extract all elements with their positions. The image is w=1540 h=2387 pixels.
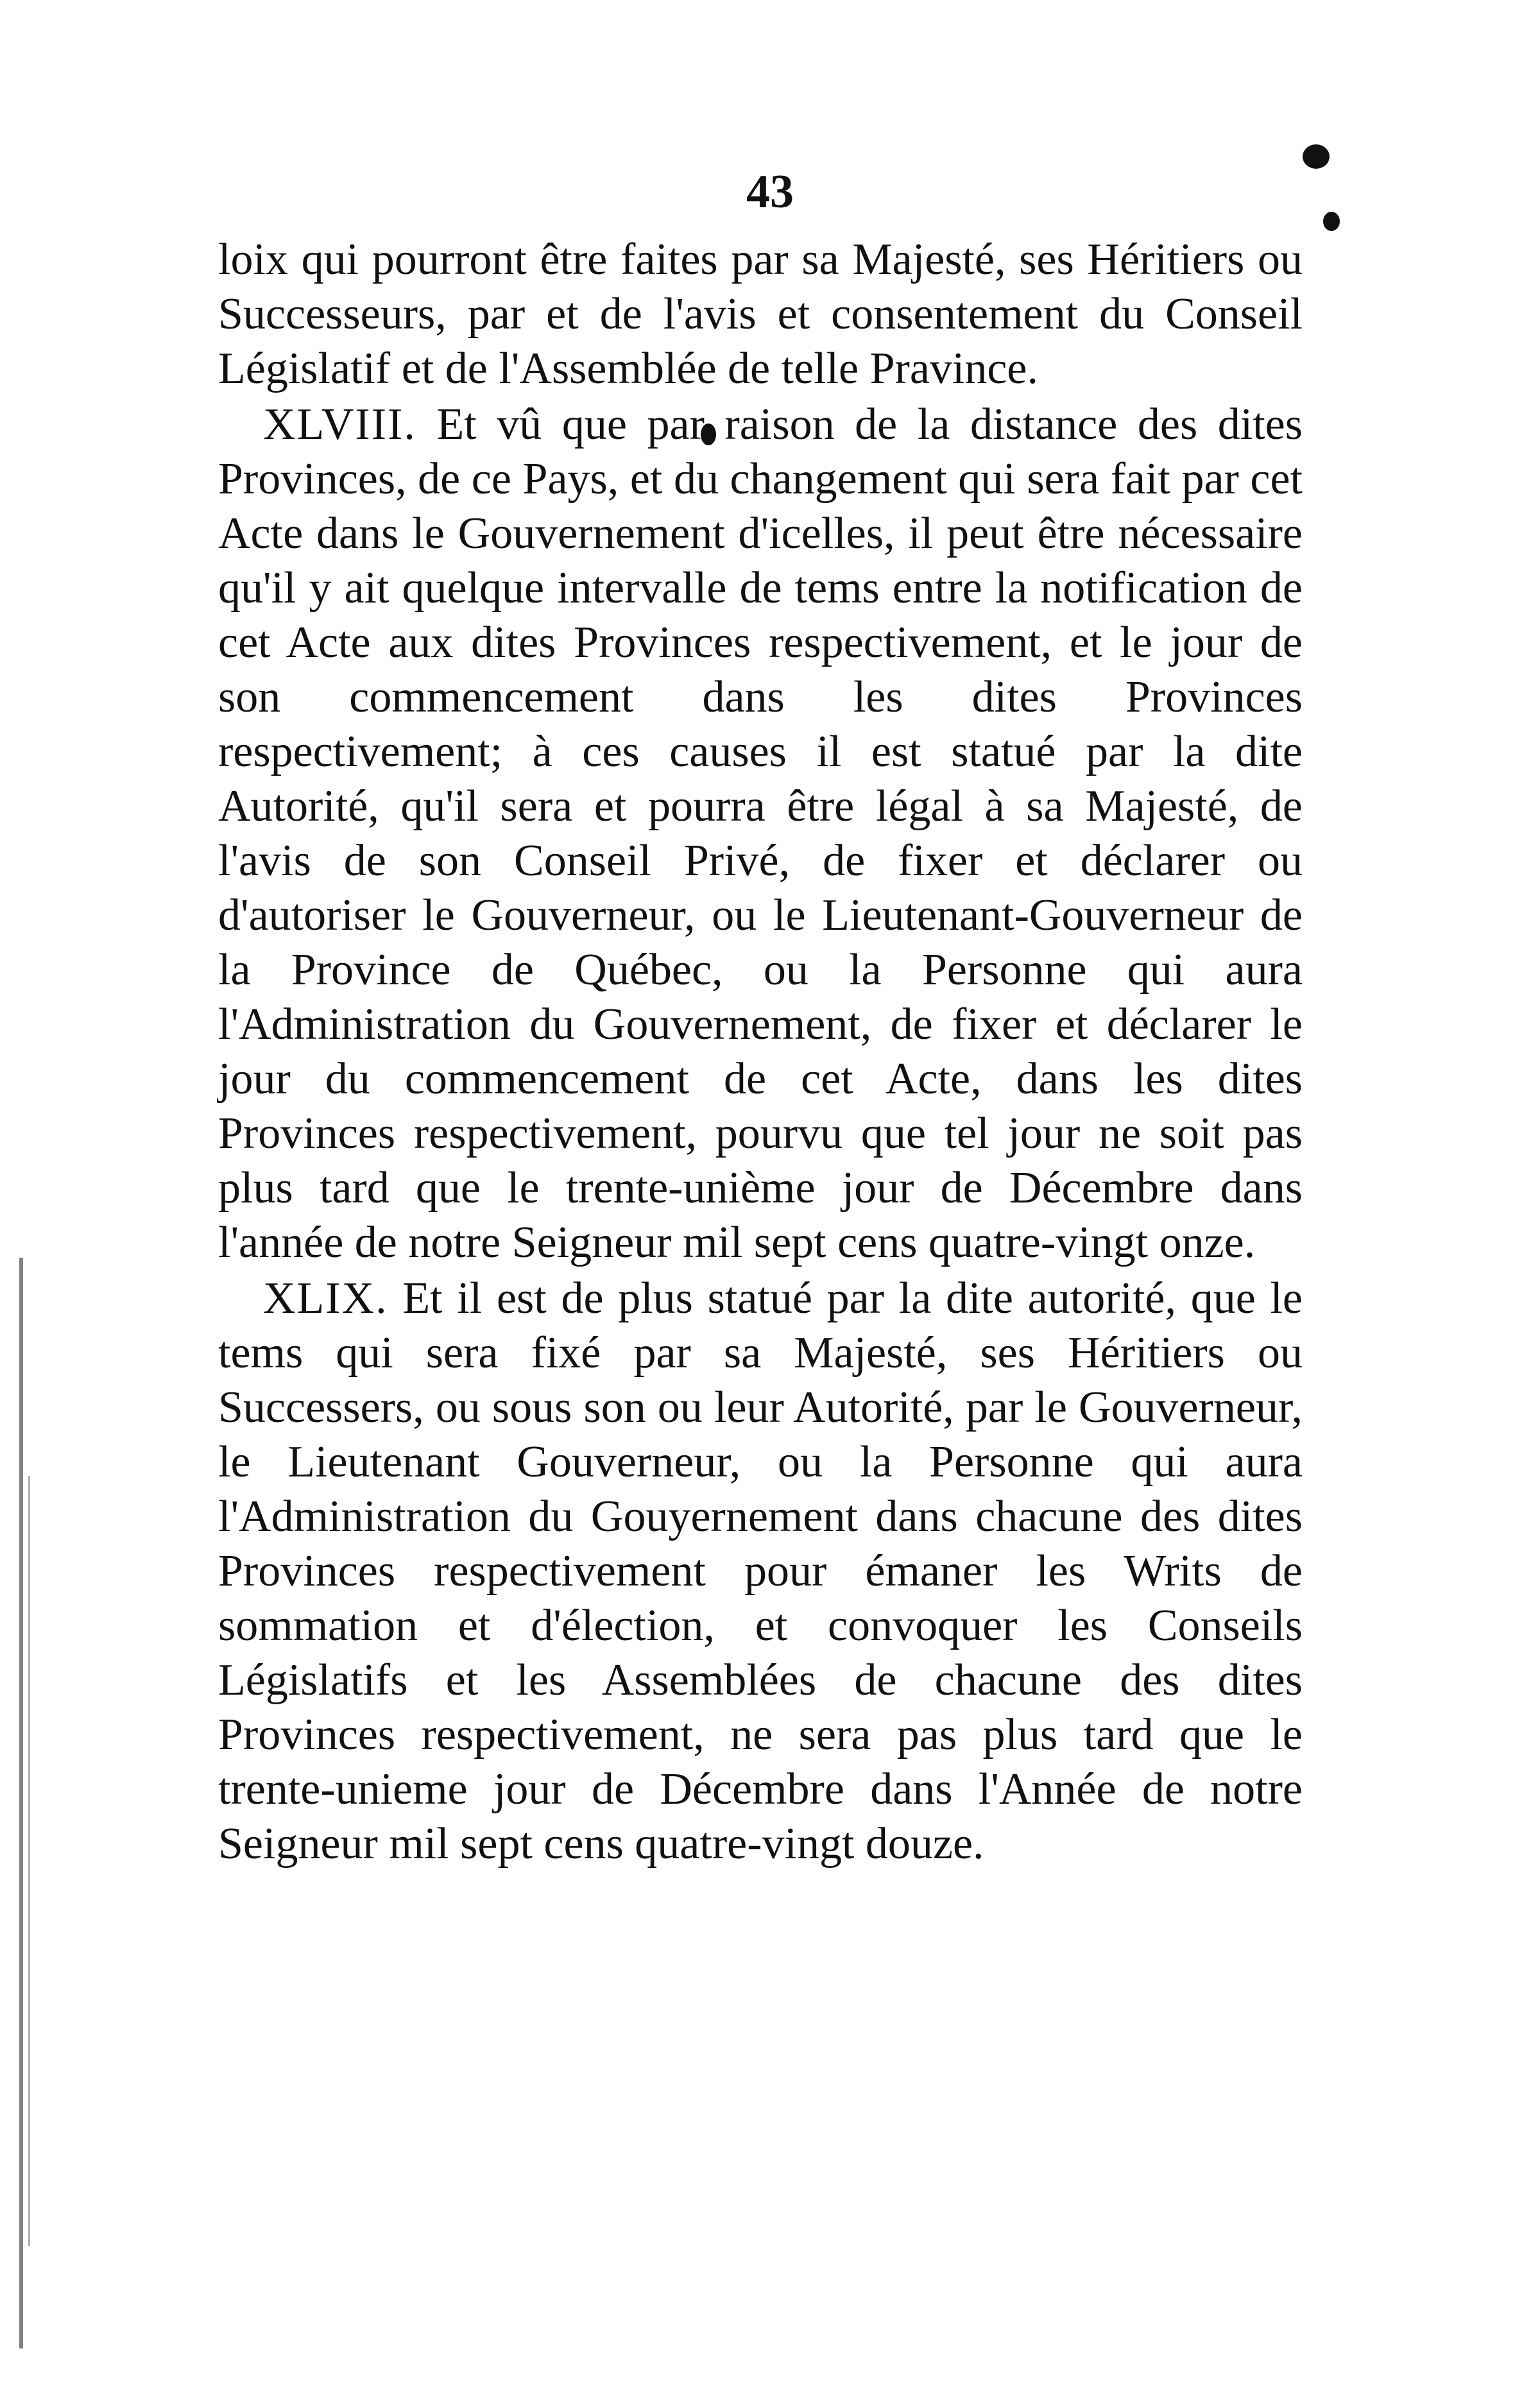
paragraph-continuation xyxy=(218,232,1303,396)
article-number: XLIX. xyxy=(263,1274,388,1323)
ink-blot xyxy=(1323,212,1340,231)
page-number: 43 xyxy=(746,166,794,218)
paragraph-text: loix qui pourront être faites par sa Majesté, ses Héritiers ou Successeurs, par et de l'avis et consentement du Conseil Législatif et de l'Assemblée de telle Pravince. xyxy=(218,235,1303,393)
paragraph-article-49 xyxy=(218,1271,1303,1871)
paragraph-text: Et vû que par raison de la distance des dites Provinces, de ce Pays, et du changement qui sera fait par cet Acte dans le Gouvernement d'icelles, il peut être nécessaire qu'il y ait quelque intervalle de tems entre la notification de cet Acte aux dites Provinces respectivement, et le jour de son commencement dans les dites Provinces respectivement; à ces causes il est statué par la dite Autorité, qu'il sera et pourra être légal à sa Majesté, de l'avis de son Conseil Privé, de fixer et déclarer ou d'autoriser le Gouverneur, ou le Lieutenant-Gouverneur de la Province de Québec, ou la Personne qui aura l'Administration du Gouvernement, de fixer et déclarer le jour du commencement de cet Acte, dans les dites Provinces respectivement, pourvu que tel jour ne soit pas plus tard que le trente-unième jour de Décembre dans l'année de notre Seigneur mil sept cens quatre-vingt onze. xyxy=(218,400,1303,1267)
scan-edge-mark xyxy=(28,1476,30,2246)
page-body xyxy=(218,232,1303,1872)
paragraph-article-48 xyxy=(218,397,1303,1270)
ink-blot xyxy=(1303,144,1330,169)
article-number: XLVIII. xyxy=(263,400,416,449)
scan-edge-mark xyxy=(19,1258,23,2348)
paragraph-text: Et il est de plus statué par la dite autorité, que le tems qui sera fixé par sa Majesté, ses Héritiers ou Successers, ou sous son ou leur Autorité, par le Gouverneur, le Lieutenant Gouverneur, ou la Personne qui aura l'Administration du Gouyernement dans chacune des dites Provinces respectivement pour émaner les Writs de sommation et d'élection, et convoquer les Conseils Législatifs et les Assemblées de chacune des dites Provinces respectivement, ne sera pas plus tard que le trente-unieme jour de Décembre dans l'Année de notre Seigneur mil sept cens quatre-vingt douze. xyxy=(218,1274,1303,1869)
